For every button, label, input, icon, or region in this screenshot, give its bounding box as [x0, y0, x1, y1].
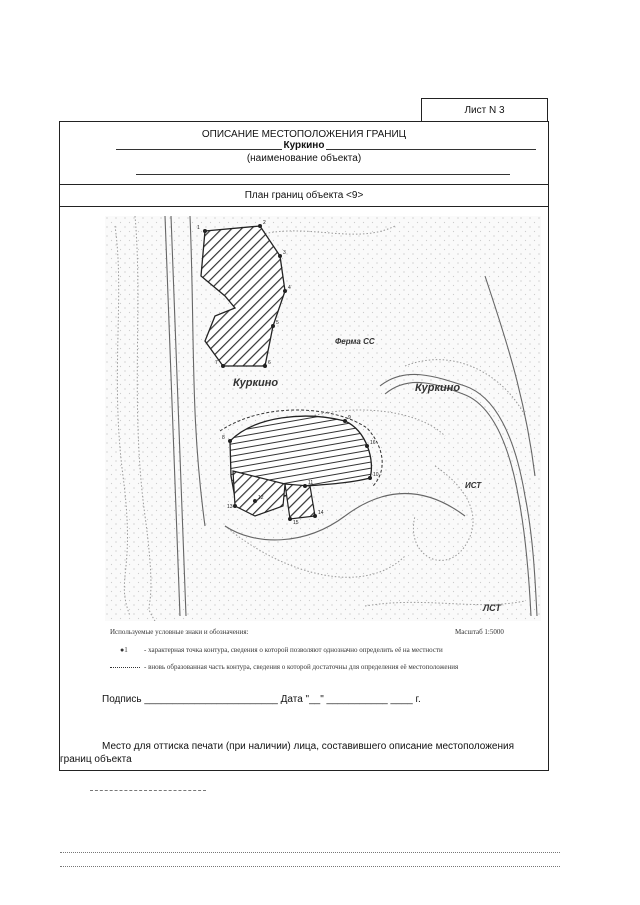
sheet-number: [421, 98, 548, 122]
header-underline: [136, 174, 510, 175]
map-point-number: 10: [373, 472, 379, 478]
map-point-number: 13: [227, 504, 233, 510]
map-point-number: 12: [258, 495, 264, 501]
map-point-number: 8: [222, 435, 225, 441]
map-point-number: 5: [276, 320, 279, 326]
plan-title: План границ объекта <9>: [244, 190, 364, 201]
document-frame: [59, 121, 549, 771]
stamp-text: Место для оттиска печати (при наличии) лица, составившего описание местоположения границ объекта: [60, 741, 515, 765]
stamp-place-text: [60, 740, 548, 766]
map-label-kurkino-west: Куркино: [233, 377, 279, 389]
plan-title-row: [60, 185, 548, 207]
map-point-number: 4: [288, 285, 291, 291]
legend-line-text: - вновь образованная часть контура, сведения о которой достаточны для определения её местоположения: [144, 663, 459, 671]
map-point-number: 3: [283, 250, 286, 256]
object-name: Куркино: [283, 140, 325, 151]
map-point-number: 16: [370, 440, 376, 446]
header-section: [60, 122, 548, 185]
legend-dashed-marker: [110, 667, 140, 668]
object-name-row: [60, 140, 548, 151]
map-point-number: 1: [197, 225, 200, 231]
map-point-number: 7: [215, 360, 218, 366]
legend-marker-point: ●1: [120, 646, 128, 654]
boundary-map: [105, 216, 541, 621]
map-point-number: 6: [268, 360, 271, 366]
document-title: ОПИСАНИЕ МЕСТОПОЛОЖЕНИЯ ГРАНИЦ: [201, 129, 407, 140]
footnote-separator: [90, 790, 206, 791]
legend-title: Используемые условные знаки и обозначения:: [110, 628, 249, 636]
map-label-kurkino-east: Куркино: [415, 382, 461, 394]
sheet-number-label: Лист N 3: [464, 104, 505, 116]
map-point-number: 9: [348, 415, 351, 421]
legend-point-text: - характерная точка контура, сведения о которой позволяют однозначно определить её на местности: [144, 646, 443, 654]
map-point-number: 15: [293, 520, 299, 526]
signature-line: Подпись ________________________ Дата "__" ___________ ____ г.: [102, 694, 421, 705]
page-divider: [60, 866, 560, 867]
map-scale: Масштаб 1:5000: [455, 628, 504, 636]
map-label-ist: ИСТ: [465, 481, 482, 490]
map-point-number: 14: [318, 510, 324, 516]
map-point-number: 2: [263, 220, 266, 226]
page-divider: [60, 852, 560, 853]
map-point-number: 11: [308, 480, 314, 486]
map-label-lst: ЛСТ: [483, 603, 501, 613]
map-label-farm: Ферма СС: [335, 337, 375, 346]
object-name-caption: (наименование объекта): [246, 153, 362, 164]
